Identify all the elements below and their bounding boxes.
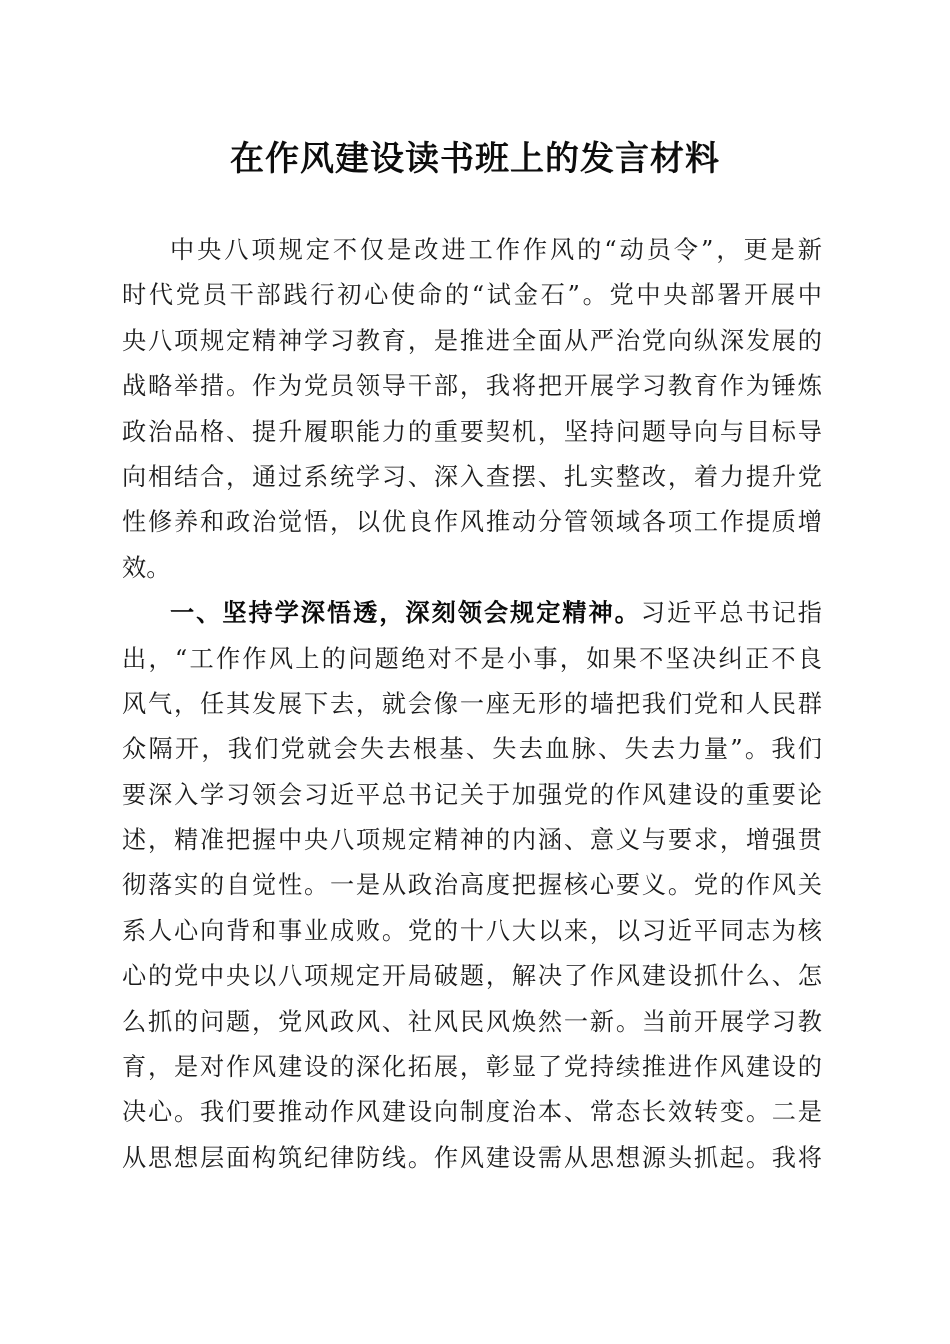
- text-line: [122, 591, 822, 636]
- text-line: 效。: [122, 553, 171, 582]
- text-line: 心的党中央以八项规定开局破题，解决了作风建设抓什么、怎: [122, 962, 822, 991]
- text-line: 从思想层面构筑纪律防线。作风建设需从思想源头抓起。我将: [122, 1143, 822, 1172]
- text-line: 战略举措。作为党员领导干部，我将把开展学习教育作为锤炼: [122, 372, 822, 401]
- text-line: 央八项规定精神学习教育，是推进全面从严治党向纵深发展的: [122, 326, 822, 355]
- text-line: 向相结合，通过系统学习、深入查摆、扎实整改，着力提升党: [122, 462, 822, 491]
- text-line: 中央八项规定不仅是改进工作作风的“动员令”，更是新: [170, 236, 822, 264]
- text-line: 系人心向背和事业成败。党的十八大以来，以习近平同志为核: [122, 916, 822, 945]
- text-line: 众隔开，我们党就会失去根基、失去血脉、失去力量”。我们: [122, 735, 822, 764]
- text-line: 彻落实的自觉性。一是从政治高度把握核心要义。党的作风关: [122, 871, 822, 900]
- text-line: 出，“工作作风上的问题绝对不是小事，如果不坚决纠正不良: [122, 644, 822, 673]
- text-line: 性修养和政治觉悟，以优良作风推动分管领域各项工作提质增: [122, 508, 822, 537]
- section-heading: 一、坚持学深悟透，深刻领会规定精神。: [170, 599, 641, 628]
- text-line: 风气，任其发展下去，就会像一座无形的墙把我们党和人民群: [122, 689, 822, 718]
- text-line: 述，精准把握中央八项规定精神的内涵、意义与要求，增强贯: [122, 826, 822, 855]
- paragraph-section-one: [122, 591, 822, 1181]
- text-line: 要深入学习领会习近平总书记关于加强党的作风建设的重要论: [122, 780, 822, 809]
- document-body: [122, 228, 822, 1181]
- section-text: 习近平总书记指: [640, 599, 822, 628]
- text-line: 么抓的问题，党风政风、社风民风焕然一新。当前开展学习教: [122, 1007, 822, 1036]
- text-line: 时代党员干部践行初心使命的“试金石”。党中央部署开展中: [122, 281, 822, 310]
- document-title: 在作风建设读书班上的发言材料: [230, 139, 720, 179]
- text-line: 政治品格、提升履职能力的重要契机，坚持问题导向与目标导: [122, 417, 822, 446]
- paragraph-intro: [122, 228, 822, 591]
- text-line: 决心。我们要推动作风建设向制度治本、常态长效转变。二是: [122, 1098, 822, 1127]
- text-line: 育，是对作风建设的深化拓展，彰显了党持续推进作风建设的: [122, 1053, 822, 1082]
